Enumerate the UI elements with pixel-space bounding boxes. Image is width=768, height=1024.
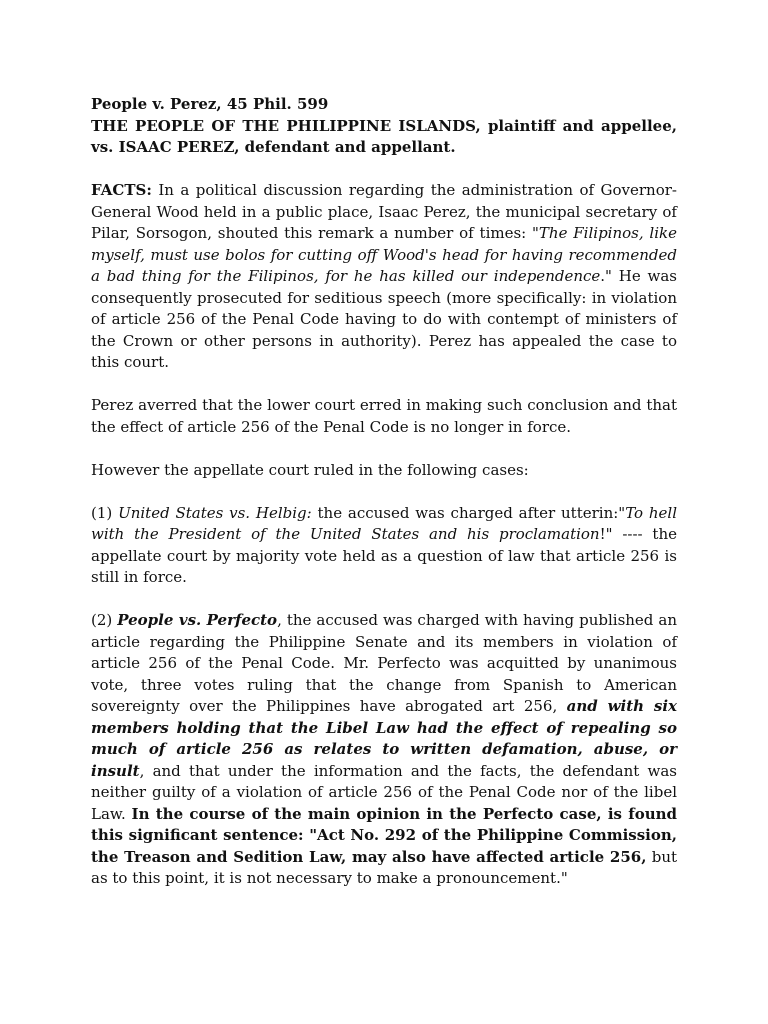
facts-text-1: In a political discussion regarding the administration of Governor-General Wood held in a public place, Isaac Perez, the municipal secretary of Pilar, Sorsogon, shouted this remark a number of times: " — [91, 181, 677, 242]
spacer — [91, 159, 677, 181]
facts-paragraph — [91, 180, 677, 374]
ruling-intro-paragraph: However the appellate court ruled in the following cases: — [91, 460, 529, 479]
case1-name: United States vs. Helbig: — [118, 503, 312, 522]
case2-text-2: , and that under the information and the facts, the defendant was neither guilty of a violation of article 256 of the Penal Code nor of the libel Law. — [91, 761, 677, 823]
spacer — [91, 481, 677, 503]
facts-label: FACTS: — [91, 181, 152, 199]
case-citation: People v. Perez, 45 Phil. 599 — [91, 95, 329, 113]
case2-text-3: but as to this point, it is not necessary to make a pronouncement." — [91, 847, 678, 887]
case2-text-1: , the accused was charged with having published an article regarding the Philippine Senate and its members in violation of article 256 of the Penal Code. Mr. Perfecto was acquitted by unanimous vote, three votes ruling that the change from Spanish to American sovereignty over the Philippines have abrogated art 256, — [91, 611, 677, 715]
averment-paragraph: Perez averred that the lower court erred in making such conclusion and that the effect of article 256 of the Penal Code is no longer in force. — [91, 396, 677, 436]
facts-quote: The Filipinos, like myself, must use bolos for cutting off Wood's head for having recommended a bad thing for the Filipinos, for he has killed our independence — [91, 224, 677, 285]
facts-text-2: ." He was consequently prosecuted for seditious speech (more specifically: in violation of article 256 of the Penal Code having to do with contempt of ministers of the Crown or other persons in authority). Perez has appealed the case to this court. — [91, 267, 677, 371]
case1-text-2: !" ---- the appellate court by majority vote held as a question of law that article 256 is still in force. — [91, 525, 677, 586]
case2-number: (2) — [91, 611, 118, 629]
case2-paragraph — [91, 610, 677, 890]
case-parties: THE PEOPLE OF THE PHILIPPINE ISLANDS, plaintiff and appellee, vs. ISAAC PEREZ, defendant and appellant. — [91, 116, 677, 156]
spacer — [91, 589, 677, 611]
case2-emphasis: and with six members holding that the Libel Law had the effect of repealing so much of article 256 as relates to written defamation, abuse, or insult — [91, 697, 677, 780]
case2-name: People vs. Perfecto — [117, 611, 278, 629]
spacer — [91, 374, 677, 396]
case1-number: (1) — [91, 503, 119, 522]
spacer — [91, 438, 677, 460]
case1-text-1: the accused was charged after utterin:" — [311, 503, 626, 522]
case1-paragraph — [91, 503, 677, 589]
case1-quote: To hell with the President of the United States and his proclamation — [91, 503, 677, 543]
case2-bold-sentence: In the course of the main opinion in the Perfecto case, is found this significant sentence: "Act No. 292 of the Philippine Commission, the Treason and Sedition Law, may also have affected article 256, — [91, 804, 678, 866]
